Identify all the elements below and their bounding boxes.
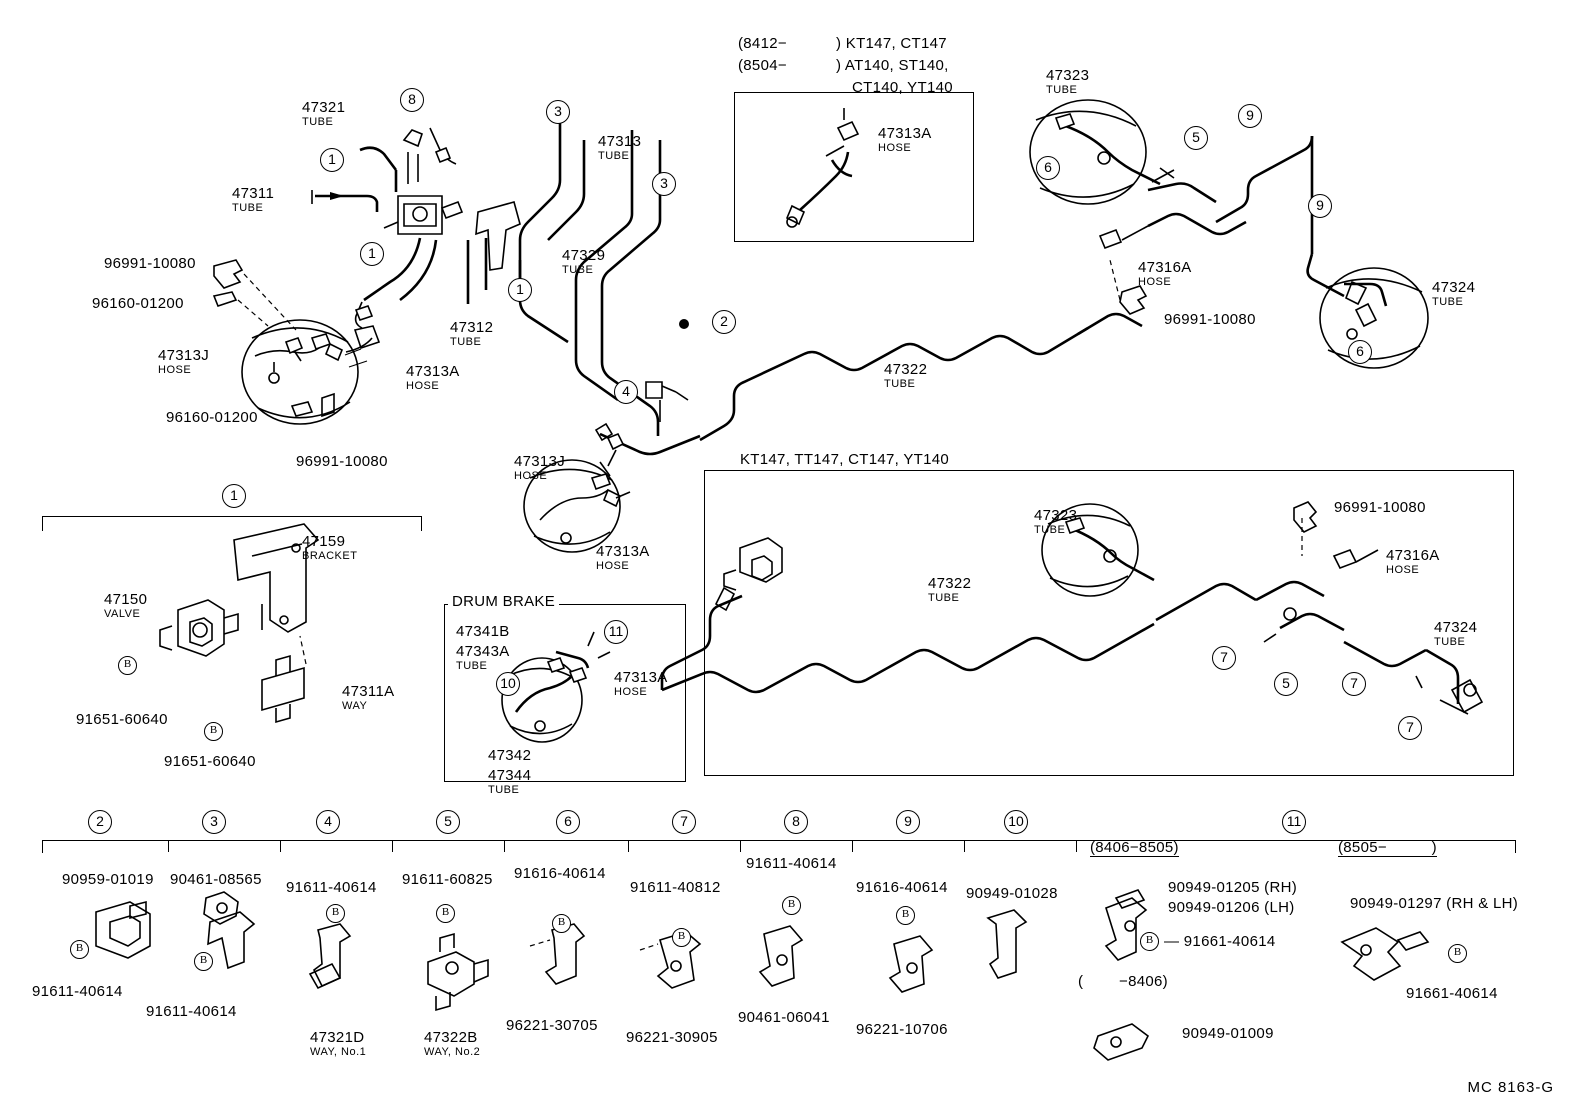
label-47313A-callout: 47313A HOSE [878, 125, 932, 154]
callout-box-top [734, 92, 974, 242]
label-47341B: 47341B [456, 623, 510, 640]
label-47313A-drum: 47313A HOSE [614, 669, 668, 698]
label-47342: 47342 [488, 747, 532, 764]
legend-11-code-0: 90949-01205 (RH) [1168, 879, 1298, 896]
callout-7-box-c: 7 [1398, 716, 1422, 740]
legend-div-1 [168, 840, 169, 852]
legend-4-code-0: 91611-40614 [286, 879, 377, 896]
legend-div-3 [392, 840, 393, 852]
callout-7-box-a: 7 [1212, 646, 1236, 670]
legend-4-code-1: 47321D WAY, No.1 [310, 1029, 367, 1058]
callout-9-a: 9 [1238, 104, 1262, 128]
legend-7-bolt: B [672, 928, 691, 947]
legend-11-code-2: — 91661-40614 [1164, 933, 1276, 950]
legend-11-bolt-b: B [1448, 944, 1467, 963]
legend-num-5: 5 [436, 810, 460, 834]
callout-3-b: 3 [652, 172, 676, 196]
callout-1-c: 1 [508, 278, 532, 302]
legend-3-code-0: 90461-08565 [170, 871, 262, 888]
legend-9-code-0: 91616-40614 [856, 879, 948, 896]
legend-num-2: 2 [88, 810, 112, 834]
label-47324-box: 47324 TUBE [1434, 619, 1478, 648]
legend-num-10: 10 [1004, 810, 1028, 834]
label-91651-60640-b: 91651-60640 [164, 753, 256, 770]
callout-5-box: 5 [1274, 672, 1298, 696]
legend-6-code-0: 91616-40614 [514, 865, 606, 882]
label-96991-10080-box: 96991-10080 [1334, 499, 1426, 516]
legend-8-code-0: 91611-40614 [746, 855, 837, 872]
legend-div-2 [280, 840, 281, 852]
label-47150: 47150 VALVE [104, 591, 148, 620]
label-47313: 47313 TUBE [598, 133, 642, 162]
legend-div-7 [852, 840, 853, 852]
group-one-circle: 1 [222, 484, 246, 508]
legend-div-9 [1076, 840, 1077, 852]
legend-5-code-0: 91611-60825 [402, 871, 493, 888]
label-47322-main: 47322 TUBE [884, 361, 928, 390]
legend-num-9: 9 [896, 810, 920, 834]
callout-7-box-b: 7 [1342, 672, 1366, 696]
legend-11-range-1: (8505− ) [1338, 839, 1437, 856]
callout-4-main: 4 [614, 380, 638, 404]
legend-div-8 [964, 840, 965, 852]
legend-11-range-2: ( −8406) [1078, 973, 1168, 990]
sheet-code: MC 8163-G [1467, 1079, 1554, 1096]
legend-num-11: 11 [1282, 810, 1306, 834]
legend-2-code-0: 90959-01019 [62, 871, 154, 888]
legend-5-code-1: 47322B WAY, No.2 [424, 1029, 481, 1058]
legend-11-code-4: 90949-01297 (RH & LH) [1350, 895, 1519, 912]
legend-10-code-0: 90949-01028 [966, 885, 1058, 902]
legend-num-7: 7 [672, 810, 696, 834]
legend-11-bolt-a: B [1140, 932, 1159, 951]
label-47313J-center: 47313J HOSE [514, 453, 566, 482]
callout-9-b: 9 [1308, 194, 1332, 218]
group-one-frame [42, 516, 422, 531]
legend-3-code-1: 91611-40614 [146, 1003, 237, 1020]
label-47313J-left: 47313J HOSE [158, 347, 210, 376]
legend-6-bolt: B [552, 914, 571, 933]
callout-top-brace1: ) KT147, CT147 [836, 35, 947, 52]
label-47311: 47311 TUBE [232, 185, 275, 214]
label-47321: 47321 TUBE [302, 99, 346, 128]
legend-11-code-1: 90949-01206 (LH) [1168, 899, 1295, 916]
callout-3-a: 3 [546, 100, 570, 124]
legend-num-6: 6 [556, 810, 580, 834]
label-47316A-main: 47316A HOSE [1138, 259, 1192, 288]
legend-7-code-0: 91611-40812 [630, 879, 721, 896]
label-47159: 47159 BRACKET [302, 533, 358, 562]
callout-top-line1: (8412− [738, 35, 787, 52]
label-91651-60640-a: 91651-60640 [76, 711, 168, 728]
callout-10-drum: 10 [496, 672, 520, 696]
legend-num-8: 8 [784, 810, 808, 834]
legend-num-4: 4 [316, 810, 340, 834]
callout-1-b: 1 [360, 242, 384, 266]
legend-9-bolt: B [896, 906, 915, 925]
callout-top-brace3: CT140, YT140 [852, 79, 953, 96]
label-47329: 47329 TUBE [562, 247, 606, 276]
bolt-marker-a: B [118, 656, 137, 675]
callout-11-drum: 11 [604, 620, 628, 644]
legend-8-bolt: B [782, 896, 801, 915]
bolt-marker-b: B [204, 722, 223, 741]
legend-11-range-0: (8406−8505) [1090, 839, 1179, 856]
label-47313A-center: 47313A HOSE [596, 543, 650, 572]
legend-5-bolt: B [436, 904, 455, 923]
callout-top-line2: (8504− [738, 57, 787, 74]
callout-1-a: 1 [320, 148, 344, 172]
label-96160-01200-lower: 96160-01200 [166, 409, 258, 426]
callout-top-brace2: ) AT140, ST140, [836, 57, 949, 74]
label-47311A: 47311A WAY [342, 683, 395, 712]
label-47322-box: 47322 TUBE [928, 575, 972, 604]
callout-8: 8 [400, 88, 424, 112]
label-47324-main: 47324 TUBE [1432, 279, 1476, 308]
callout-5-main: 5 [1184, 126, 1208, 150]
callout-6-a: 6 [1036, 156, 1060, 180]
label-96991-10080-lower: 96991-10080 [296, 453, 388, 470]
legend-2-bolt: B [70, 940, 89, 959]
label-47344: 47344 TUBE [488, 767, 532, 796]
drum-brake-title: DRUM BRAKE [448, 594, 559, 609]
legend-2-code-1: 91611-40614 [32, 983, 123, 1000]
callout-right-title: KT147, TT147, CT147, YT140 [736, 452, 953, 467]
label-47343A: 47343A TUBE [456, 643, 510, 672]
legend-4-bolt: B [326, 904, 345, 923]
legend-6-code-1: 96221-30705 [506, 1017, 598, 1034]
legend-11-code-5: 91661-40614 [1406, 985, 1498, 1002]
legend-3-bolt: B [194, 952, 213, 971]
legend-rule [42, 840, 1516, 853]
label-96991-10080-left: 96991-10080 [104, 255, 196, 272]
legend-div-4 [504, 840, 505, 852]
legend-div-6 [740, 840, 741, 852]
label-96991-10080-right: 96991-10080 [1164, 311, 1256, 328]
legend-div-5 [628, 840, 629, 852]
callout-2-main: 2 [712, 310, 736, 334]
legend-8-code-1: 90461-06041 [738, 1009, 830, 1026]
label-47323-box: 47323 TUBE [1034, 507, 1078, 536]
label-47313A-left: 47313A HOSE [406, 363, 460, 392]
legend-11-code-3: 90949-01009 [1182, 1025, 1274, 1042]
legend-9-code-1: 96221-10706 [856, 1021, 948, 1038]
legend-7-code-1: 96221-30905 [626, 1029, 718, 1046]
callout-6-b: 6 [1348, 340, 1372, 364]
label-96160-01200-left: 96160-01200 [92, 295, 184, 312]
label-47316A-box: 47316A HOSE [1386, 547, 1440, 576]
label-47312: 47312 TUBE [450, 319, 494, 348]
legend-num-3: 3 [202, 810, 226, 834]
label-47323-main: 47323 TUBE [1046, 67, 1090, 96]
